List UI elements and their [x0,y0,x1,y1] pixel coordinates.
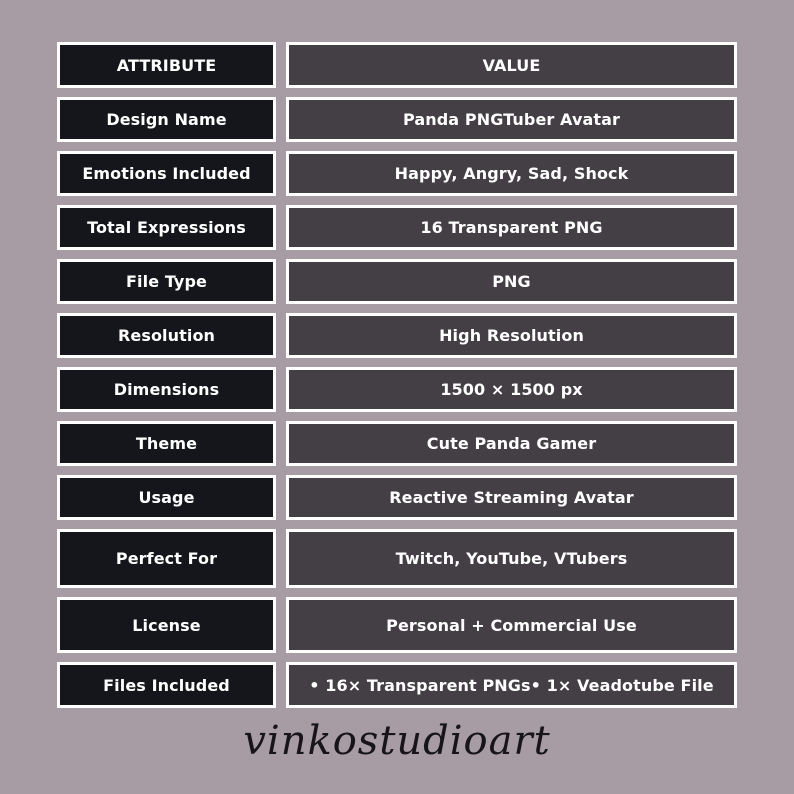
attribute-cell: Usage [57,475,276,520]
value-cell: • 16× Transparent PNGs• 1× Veadotube File [286,662,737,708]
attribute-cell: Emotions Included [57,151,276,196]
header-attribute-cell: ATTRIBUTE [57,42,276,88]
value-cell: 16 Transparent PNG [286,205,737,250]
attribute-cell: Total Expressions [57,205,276,250]
value-cell: Personal + Commercial Use [286,597,737,653]
value-cell: Twitch, YouTube, VTubers [286,529,737,588]
table-row [57,421,737,466]
table-row [57,97,737,142]
table-row [57,205,737,250]
spec-table [57,42,737,717]
table-row [57,367,737,412]
attribute-cell: Perfect For [57,529,276,588]
attribute-cell: Theme [57,421,276,466]
table-header-row [57,42,737,88]
table-row [57,313,737,358]
attribute-cell: Dimensions [57,367,276,412]
table-row [57,662,737,708]
value-cell: Cute Panda Gamer [286,421,737,466]
table-row [57,529,737,588]
header-value-cell: VALUE [286,42,737,88]
value-cell: High Resolution [286,313,737,358]
table-row [57,597,737,653]
table-row [57,475,737,520]
value-cell: PNG [286,259,737,304]
attribute-cell: Resolution [57,313,276,358]
table-row [57,151,737,196]
table-row [57,259,737,304]
value-cell: Reactive Streaming Avatar [286,475,737,520]
attribute-cell: Files Included [57,662,276,708]
attribute-cell: Design Name [57,97,276,142]
attribute-cell: File Type [57,259,276,304]
value-cell: 1500 × 1500 px [286,367,737,412]
brand-signature: vinkostudioart [243,718,551,764]
attribute-cell: License [57,597,276,653]
value-cell: Happy, Angry, Sad, Shock [286,151,737,196]
value-cell: Panda PNGTuber Avatar [286,97,737,142]
